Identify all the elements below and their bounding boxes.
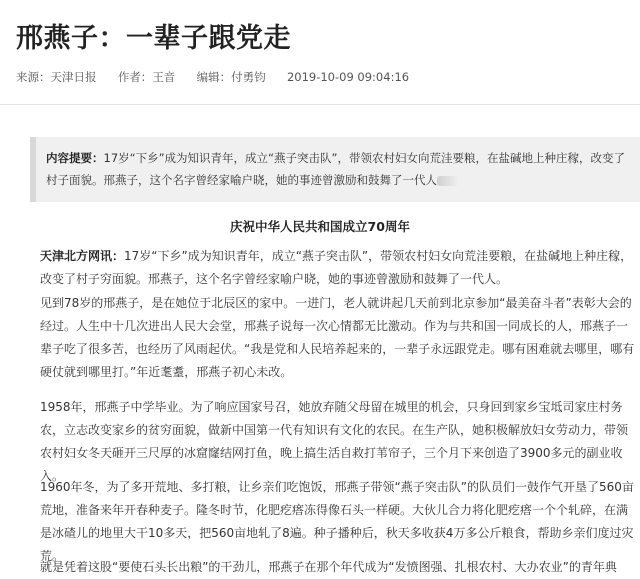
paragraph-text: 17岁“下乡”成为知识青年，成立“燕子突击队”，带领农村妇女向荒洼要粮，在盐碱地上种庄稼，改变了村子穷面貌。邢燕子，这个名字曾经家喻户晓，她的事迹曾激励和鼓舞了一代人。 — [40, 249, 633, 286]
article-paragraph — [40, 556, 636, 579]
author-label: 作者： — [117, 70, 153, 84]
publish-datetime: 2019-10-09 09:04:16 — [286, 70, 410, 84]
article-subheading: 庆祝中华人民共和国成立70周年 — [230, 219, 410, 234]
page-title: 邢燕子：一辈子跟党走 — [16, 23, 291, 54]
article-meta — [16, 69, 409, 85]
paragraph-text: 1958年，邢燕子中学毕业。为了响应国家号召，她放弃随父母留在城里的机会，只身回到家乡宝坻司家庄村务农，立志改变家乡的贫穷面貌，做新中国第一代有知识有文化的农民。在生产队，她积极解放妇女劳动力，带领农村妇女冬天砸开三尺厚的冰窟窿结网打鱼，晚上搞生活自救打苇帘子，三个月下来创造了3900多元的副业收入。 — [40, 400, 629, 483]
abstract-box — [30, 137, 640, 202]
paragraph-text: 见到78岁的邢燕子，是在她位于北辰区的家中。一进门，老人就讲起几天前到北京参加“最美奋斗者”表彰大会的经过。人生中十几次进出人民大会堂，邢燕子说每一次心情都无比激动。作为与共和国一同成长的人，邢燕子一辈子吃了很多苦，也经历了风雨起伏。“我是党和人民培养起来的，一辈子永远跟党走。哪有困难就去哪里，哪有硬仗就到哪里打。”年近耄耋，邢燕子初心未改。 — [40, 296, 635, 379]
editor-name: 付勇钧 — [231, 70, 266, 84]
source-name[interactable]: 天津日报 — [50, 70, 97, 84]
source-label: 来源： — [16, 70, 51, 84]
abstract-label: 内容提要： — [46, 151, 104, 165]
header-divider — [0, 104, 640, 105]
article-paragraph — [40, 245, 636, 291]
author-name: 王音 — [152, 70, 176, 84]
article-paragraph — [40, 396, 636, 488]
abstract-text: 17岁“下乡”成为知识青年，成立“燕子突击队”，带领农村妇女向荒洼要粮，在盐碱地上种庄稼，改变了村子面貌。邢燕子，这个名字曾经家喻户晓，她的事迹曾激励和鼓舞了一代人 — [46, 151, 625, 187]
paragraph-text: 就是凭着这股“要使石头长出粮”的干劲儿，邢燕子在那个年代成为“发愤图强、扎根农村、大办农业”的青年典 — [40, 560, 617, 574]
paragraph-lead: 天津北方网讯： — [40, 249, 125, 263]
article-paragraph — [40, 476, 636, 568]
paragraph-text: 1960年冬，为了多开荒地、多打粮，让乡亲们吃饱饭，邢燕子带领“燕子突击队”的队员们一鼓作气开垦了560亩荒地，准备来年开春种麦子。隆冬时节，化肥疙瘩冻得像石头一样硬。大伙儿合力将化肥疙瘩一个个轧碎，在满是冰碴儿的地里大干10多天，把560亩地轧了8遍。种子播种后，秋天多收获4万多公斤粮食，帮助乡亲们度过灾荒。 — [40, 480, 634, 563]
article-paragraph — [40, 292, 636, 384]
editor-label: 编辑： — [196, 70, 232, 84]
blur-mark — [437, 176, 459, 186]
